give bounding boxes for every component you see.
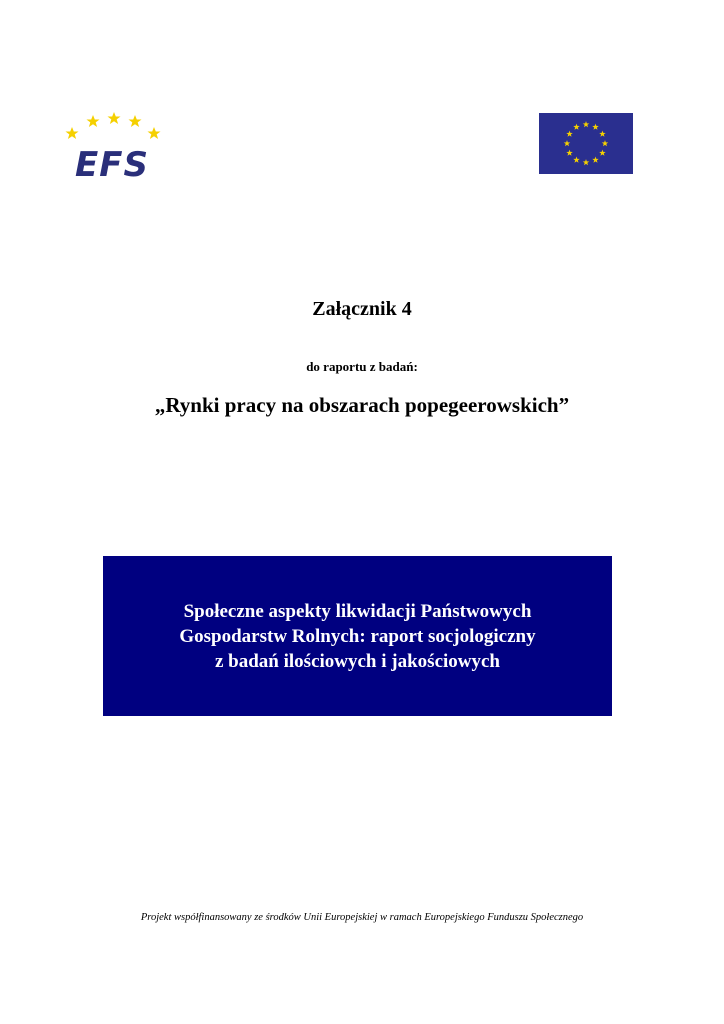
efs-stars	[66, 112, 161, 139]
efs-star	[66, 127, 79, 139]
report-title: „Rynki pracy na obszarach popegeerowskich”	[154, 393, 570, 417]
report-title-box	[103, 556, 612, 716]
box-line: z badań ilościowych i jakościowych	[214, 651, 501, 672]
efs-star	[87, 115, 100, 127]
document-subtitle: do raportu z badań:	[306, 359, 418, 374]
eu-flag	[539, 113, 633, 174]
efs-star	[148, 127, 161, 139]
efs-star	[108, 112, 121, 124]
efs-wordmark: EFS	[75, 145, 149, 182]
funding-footer: Projekt współfinansowany ze środków Unii Europejskiej w ramach Europejskiego Funduszu Społecznego	[140, 912, 584, 923]
efs-star	[129, 115, 142, 127]
efs-logo	[62, 110, 162, 182]
box-line: Społeczne aspekty likwidacji Państwowych	[183, 601, 532, 622]
box-line: Gospodarstw Rolnych: raport socjologiczny	[179, 626, 536, 647]
document-title: Załącznik 4	[312, 298, 412, 320]
